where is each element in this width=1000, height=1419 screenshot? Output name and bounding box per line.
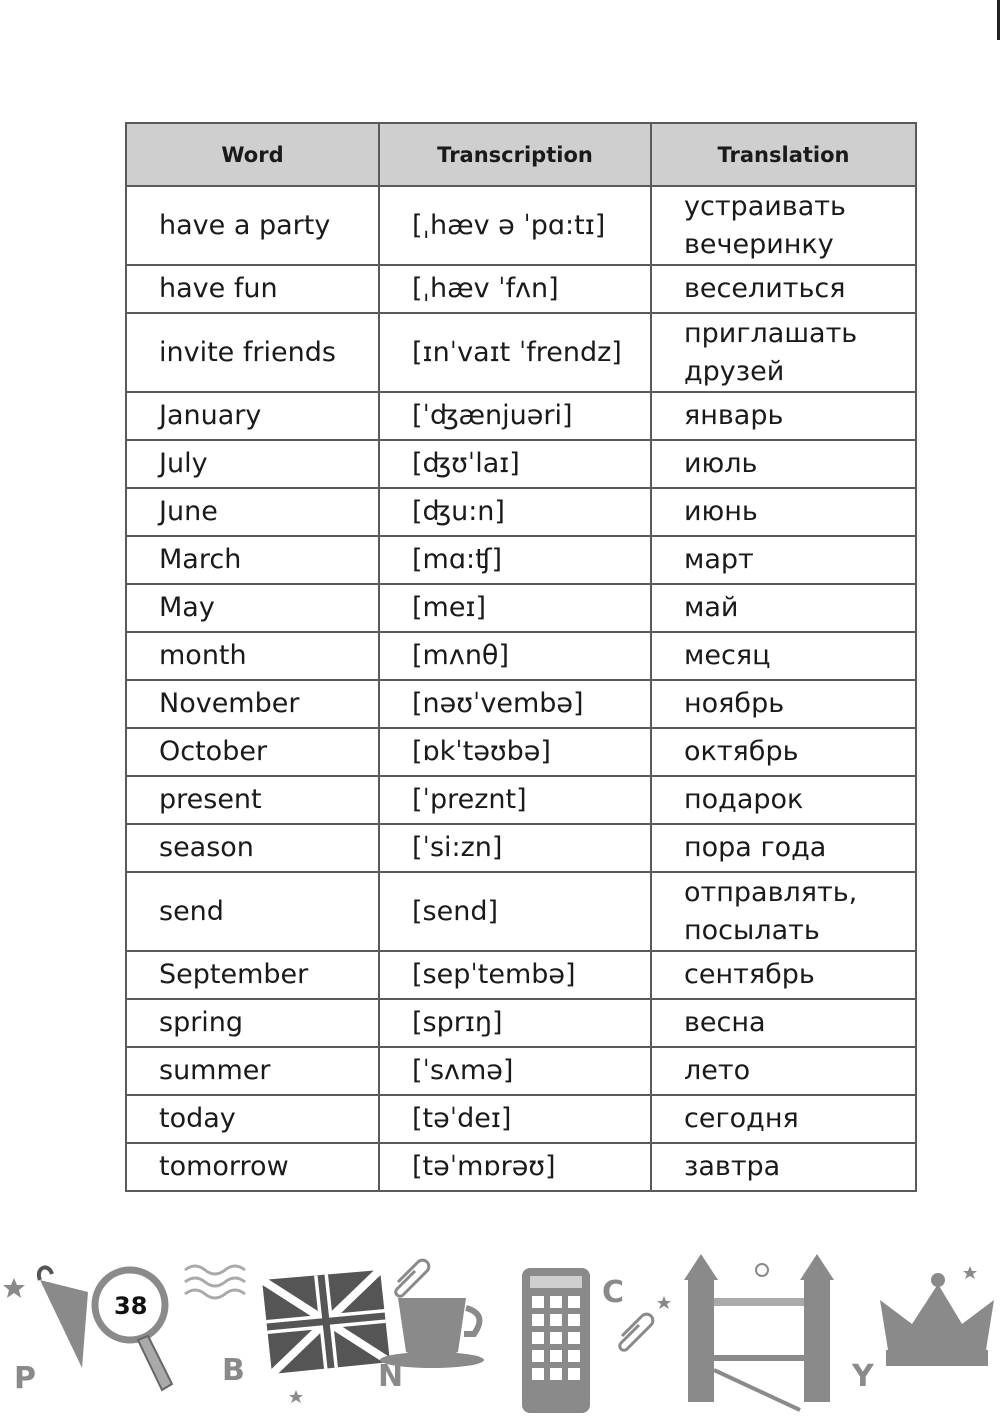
postmark-lines [185,1266,245,1298]
translation-line: март [684,544,754,575]
cell-translation [651,680,916,728]
table-row [126,392,916,440]
translation-line: отправлять, [684,876,858,908]
magnifier-icon [95,1270,172,1390]
cell-translation [651,728,916,776]
translation-line: июль [684,448,758,479]
table-body [126,186,916,1191]
translation-line: друзей [684,355,785,387]
table-row [126,680,916,728]
table-row [126,1143,916,1191]
cell-translation [651,536,916,584]
cell-transcription: [ˈsi:zn] [379,824,651,872]
cell-translation [651,265,916,313]
cell-word: month [126,632,379,680]
cell-transcription: [ˈʤænjuəri] [379,392,651,440]
table-row [126,488,916,536]
cell-translation [651,632,916,680]
cell-translation [651,824,916,872]
translation-line: месяц [684,640,771,671]
cell-word: summer [126,1047,379,1095]
table-row [126,186,916,265]
decor-letter-p: P [14,1361,36,1396]
cell-transcription: [sepˈtembə] [379,951,651,999]
decor-letter-y: Y [852,1359,874,1394]
translation-line: январь [684,400,784,431]
cell-transcription: [ˌhæv ə ˈpɑ:tɪ] [379,186,651,265]
table-row [126,999,916,1047]
cell-translation [651,951,916,999]
cell-translation [651,186,916,265]
cell-word: March [126,536,379,584]
cell-translation [651,313,916,392]
cell-transcription: [təˈdeɪ] [379,1095,651,1143]
cell-transcription: [ˌhæv ˈfʌn] [379,265,651,313]
decor-letter-b: B [222,1353,245,1388]
cell-translation [651,1095,916,1143]
cell-word: May [126,584,379,632]
translation-line: пора года [684,832,827,863]
umbrella-icon [39,1267,88,1368]
table-row [126,584,916,632]
cell-word: tomorrow [126,1143,379,1191]
cell-transcription: [mʌnθ] [379,632,651,680]
translation-line: устраивать [684,190,846,222]
cell-translation [651,999,916,1047]
translation-line: веселиться [684,273,846,304]
cell-translation [651,392,916,440]
cell-transcription: [ʤʊˈlaɪ] [379,440,651,488]
cell-word: present [126,776,379,824]
translation-line: весна [684,1007,766,1038]
header-translation: Translation [651,123,916,186]
header-word: Word [126,123,379,186]
table-row [126,951,916,999]
table-row [126,1047,916,1095]
cell-transcription: [ɪnˈvaɪt ˈfrendz] [379,313,651,392]
cell-word: October [126,728,379,776]
vocabulary-table [125,122,917,1192]
table-row [126,824,916,872]
cell-word: January [126,392,379,440]
translation-line: подарок [684,784,804,815]
translation-line: июнь [684,496,758,527]
cell-word: today [126,1095,379,1143]
cell-translation [651,440,916,488]
phone-booth-icon [522,1268,590,1413]
cell-transcription: [send] [379,872,651,951]
cell-transcription: [ʤu:n] [379,488,651,536]
crown-icon [880,1273,994,1366]
translation-line: вечеринку [684,228,834,260]
cell-transcription: [ɒkˈtəʊbə] [379,728,651,776]
translation-line: посылать [684,914,820,946]
cell-word: invite friends [126,313,379,392]
cell-word: have fun [126,265,379,313]
decor-letter-c: C [602,1275,625,1310]
translation-line: приглашать [684,317,858,349]
cell-transcription: [mɑ:ʧ] [379,536,651,584]
page-number: 38 [114,1292,148,1320]
cell-translation [651,584,916,632]
union-jack-flag-icon [262,1270,390,1374]
cell-word: June [126,488,379,536]
decorative-footer [0,1240,1000,1419]
cell-translation [651,488,916,536]
cell-translation [651,776,916,824]
translation-line: завтра [684,1151,781,1182]
table-row [126,440,916,488]
cell-translation [651,872,916,951]
cell-word: spring [126,999,379,1047]
table-header-row [126,123,916,186]
translation-line: сентябрь [684,959,815,990]
cell-transcription: [meɪ] [379,584,651,632]
translation-line: лето [684,1055,751,1086]
cell-word: season [126,824,379,872]
cell-word: September [126,951,379,999]
translation-line: сегодня [684,1103,799,1134]
decor-letter-n: N [378,1359,404,1394]
tower-bridge-icon [684,1254,834,1410]
cell-transcription: [təˈmɒrəʊ] [379,1143,651,1191]
table-row [126,776,916,824]
cell-word: November [126,680,379,728]
translation-line: ноябрь [684,688,785,719]
table-row [126,872,916,951]
table-row [126,632,916,680]
cell-translation [651,1143,916,1191]
cell-translation [651,1047,916,1095]
table-row [126,313,916,392]
table-row [126,1095,916,1143]
header-transcription: Transcription [379,123,651,186]
cell-word: July [126,440,379,488]
cell-transcription: [ˈpreznt] [379,776,651,824]
teacup-icon [380,1298,484,1368]
cell-transcription: [nəʊˈvembə] [379,680,651,728]
cell-transcription: [sprɪŋ] [379,999,651,1047]
cell-transcription: [ˈsʌmə] [379,1047,651,1095]
cell-word: have a party [126,186,379,265]
cell-word: send [126,872,379,951]
translation-line: май [684,592,739,623]
table-row [126,536,916,584]
table-row [126,728,916,776]
table-row [126,265,916,313]
translation-line: октябрь [684,736,799,767]
